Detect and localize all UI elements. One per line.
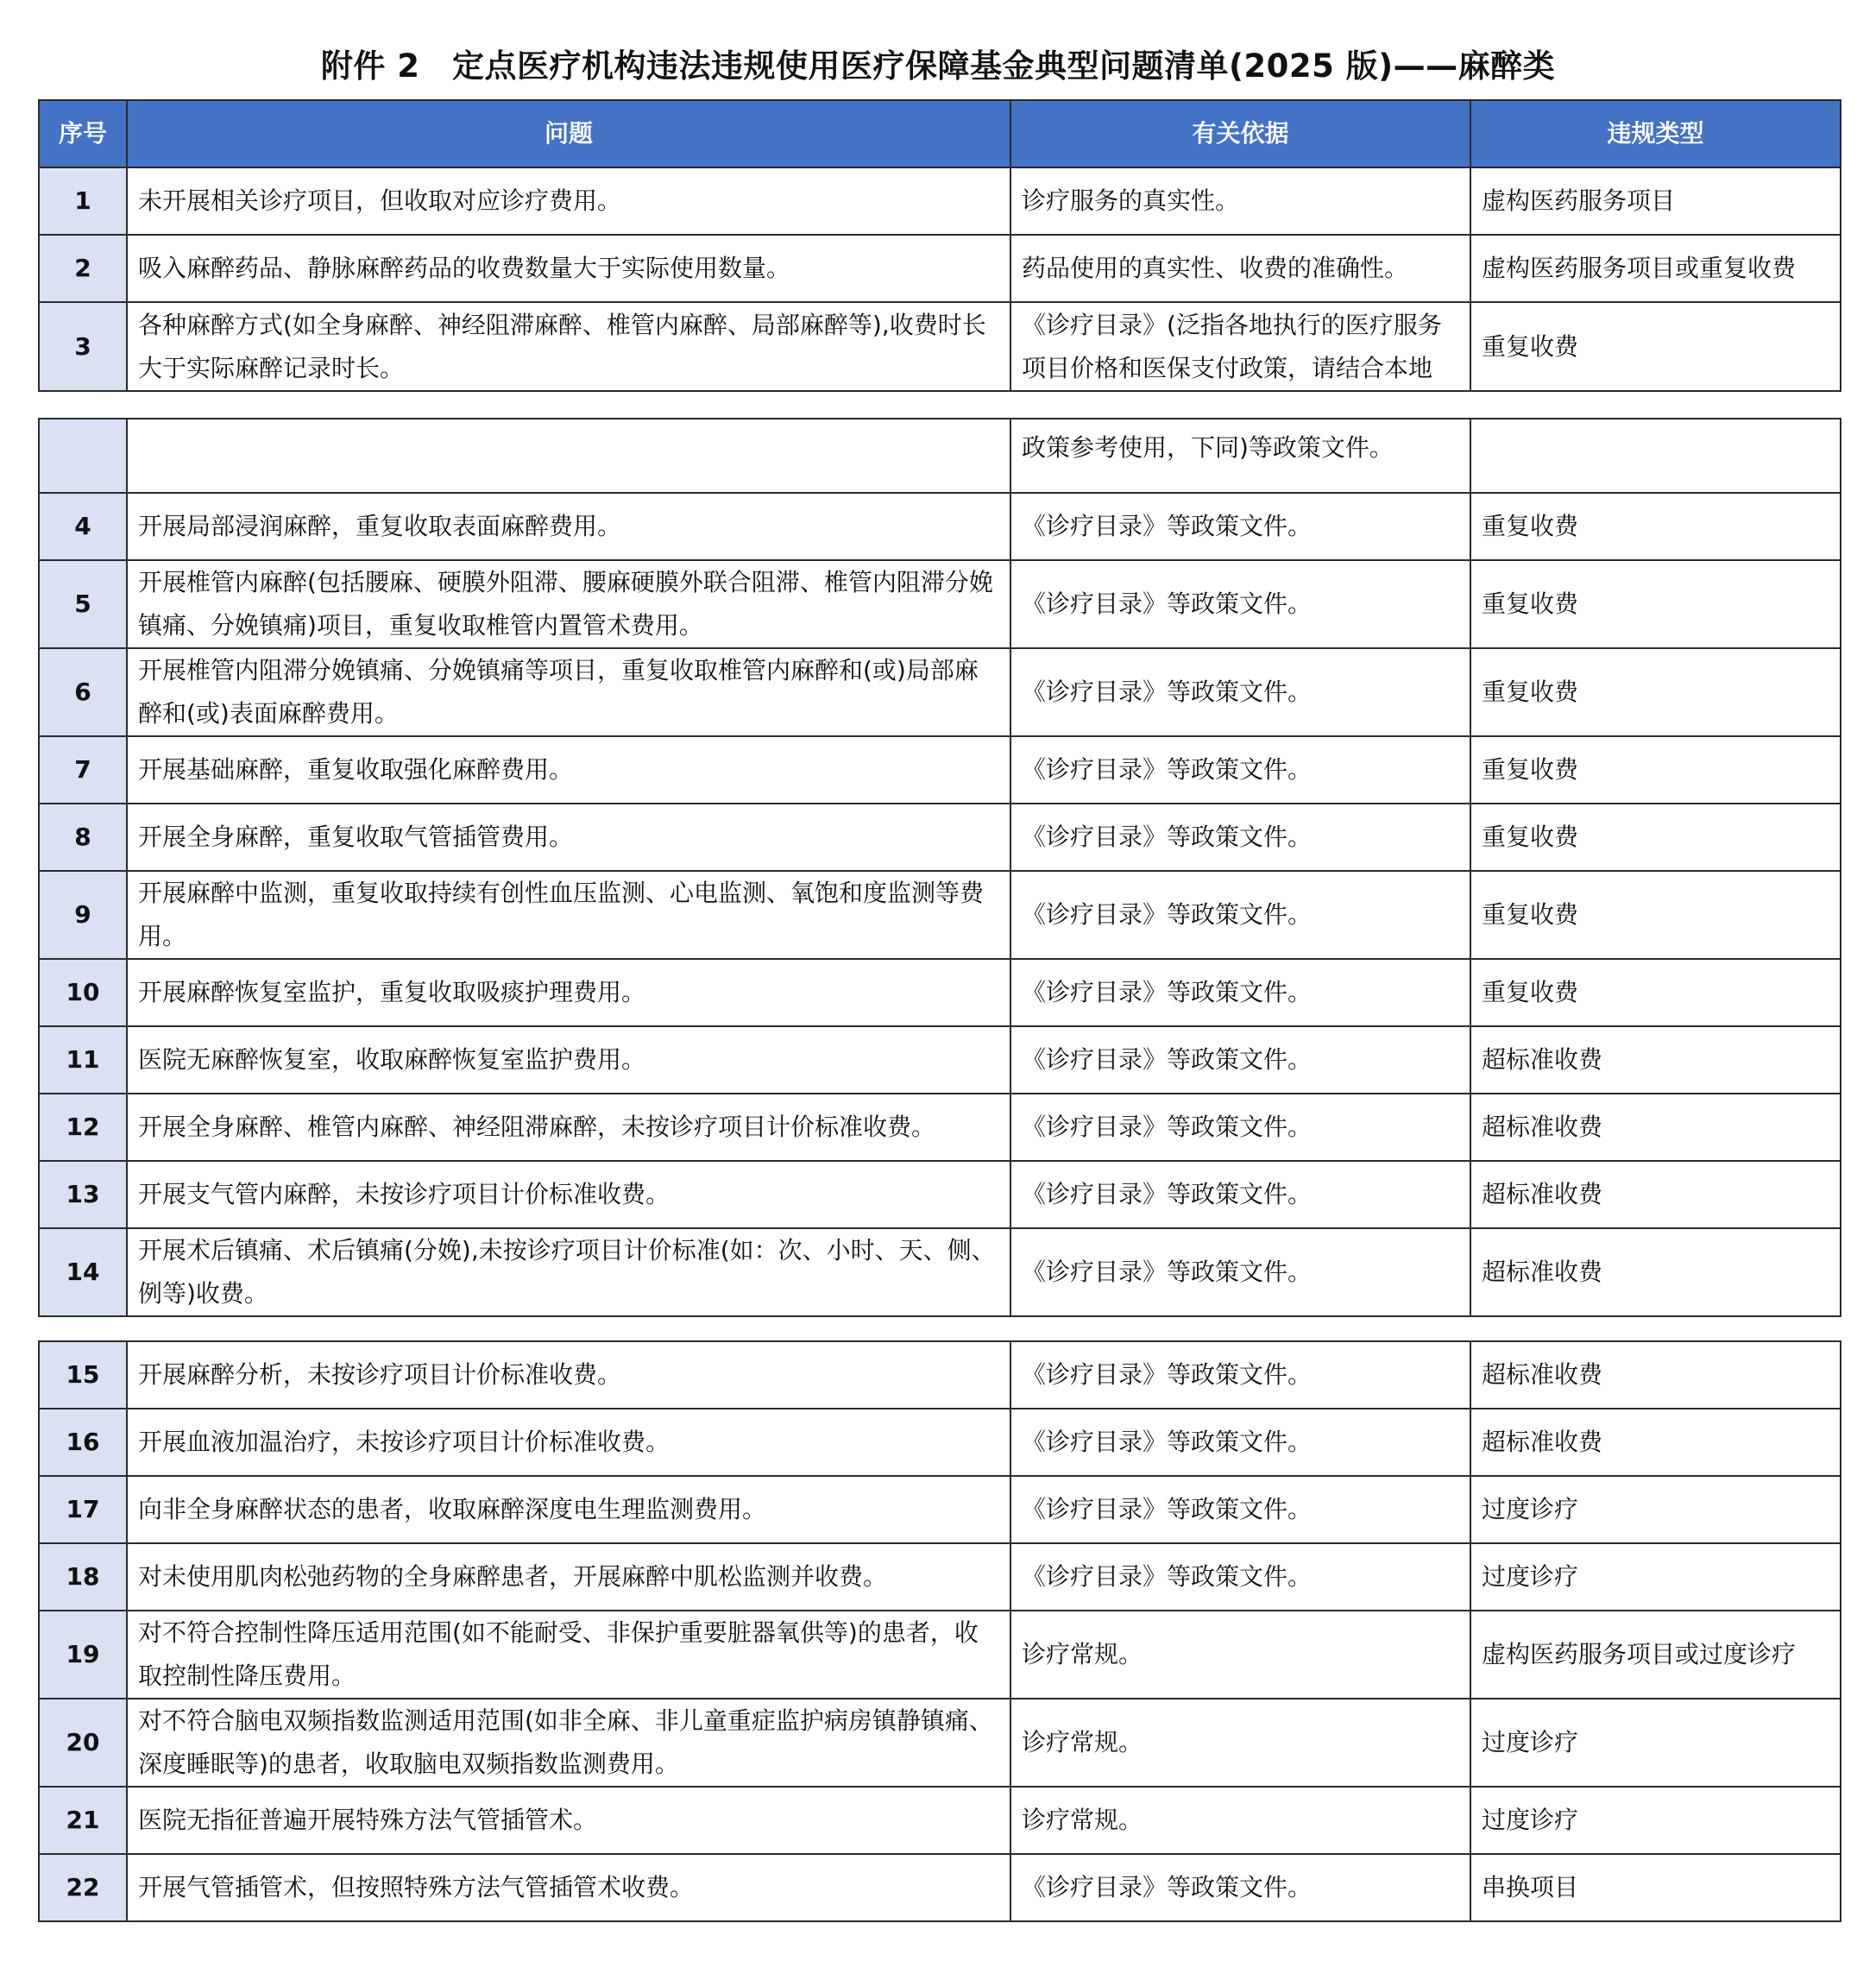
row-type: 超标准收费: [1470, 1409, 1841, 1476]
header-type: 违规类型: [1470, 100, 1841, 167]
table-row: [39, 167, 1841, 235]
row-type: 超标准收费: [1470, 1094, 1841, 1161]
table-row: [39, 1543, 1841, 1611]
row-number: 7: [39, 736, 127, 804]
row-basis: 诊疗常规。: [1010, 1611, 1470, 1699]
table-header-row: [39, 100, 1841, 167]
row-number: 15: [39, 1341, 127, 1409]
row-number: 21: [39, 1787, 127, 1854]
table-row: [39, 871, 1841, 959]
row-type: [1470, 419, 1841, 493]
row-problem: 开展基础麻醉，重复收取强化麻醉费用。: [127, 736, 1010, 804]
row-type: 重复收费: [1470, 736, 1841, 804]
issues-table-part-1: [38, 99, 1841, 392]
table-row: [39, 1094, 1841, 1161]
row-basis: 诊疗常规。: [1010, 1787, 1470, 1854]
row-problem: [127, 419, 1010, 493]
table-row: [39, 493, 1841, 560]
table-row: [39, 302, 1841, 391]
row-problem: 开展麻醉中监测，重复收取持续有创性血压监测、心电监测、氧饱和度监测等费用。: [127, 871, 1010, 959]
row-type: 超标准收费: [1470, 1026, 1841, 1094]
header-problem: 问题: [127, 100, 1010, 167]
row-number: 20: [39, 1699, 127, 1787]
table-row: [39, 1341, 1841, 1409]
row-problem: 开展支气管内麻醉，未按诊疗项目计价标准收费。: [127, 1161, 1010, 1228]
row-basis: 诊疗常规。: [1010, 1699, 1470, 1787]
row-number: 10: [39, 959, 127, 1026]
issues-table-part-3: [38, 1340, 1841, 1922]
row-number: 8: [39, 804, 127, 871]
row-problem: 向非全身麻醉状态的患者，收取麻醉深度电生理监测费用。: [127, 1476, 1010, 1543]
row-basis: 《诊疗目录》等政策文件。: [1010, 1026, 1470, 1094]
row-problem: 开展椎管内麻醉(包括腰麻、硬膜外阻滞、腰麻硬膜外联合阻滞、椎管内阻滞分娩镇痛、分娩镇痛)项目，重复收取椎管内置管术费用。: [127, 560, 1010, 648]
row-number: 17: [39, 1476, 127, 1543]
row-problem: 开展麻醉恢复室监护，重复收取吸痰护理费用。: [127, 959, 1010, 1026]
row-type: 重复收费: [1470, 302, 1841, 391]
table-row: [39, 959, 1841, 1026]
row-problem: 开展气管插管术，但按照特殊方法气管插管术收费。: [127, 1854, 1010, 1921]
row-number: 12: [39, 1094, 127, 1161]
row-number: 6: [39, 648, 127, 736]
row-basis: 《诊疗目录》等政策文件。: [1010, 1228, 1470, 1316]
row-basis: 药品使用的真实性、收费的准确性。: [1010, 235, 1470, 302]
row-number: 3: [39, 302, 127, 391]
row-problem: 各种麻醉方式(如全身麻醉、神经阻滞麻醉、椎管内麻醉、局部麻醉等),收费时长大于实际麻醉记录时长。: [127, 302, 1010, 391]
row-basis: 《诊疗目录》(泛指各地执行的医疗服务项目价格和医保支付政策，请结合本地: [1010, 302, 1470, 391]
row-type: 过度诊疗: [1470, 1787, 1841, 1854]
table-row-continuation: [39, 419, 1841, 493]
row-basis: 《诊疗目录》等政策文件。: [1010, 560, 1470, 648]
row-basis: 《诊疗目录》等政策文件。: [1010, 648, 1470, 736]
table-row: [39, 1787, 1841, 1854]
header-no: 序号: [39, 100, 127, 167]
row-basis: 《诊疗目录》等政策文件。: [1010, 1161, 1470, 1228]
table-row: [39, 560, 1841, 648]
row-basis: 《诊疗目录》等政策文件。: [1010, 1476, 1470, 1543]
row-type: 超标准收费: [1470, 1161, 1841, 1228]
row-number: 9: [39, 871, 127, 959]
row-basis: 《诊疗目录》等政策文件。: [1010, 1854, 1470, 1921]
row-number: 18: [39, 1543, 127, 1611]
row-basis: 《诊疗目录》等政策文件。: [1010, 804, 1470, 871]
table-row: [39, 1476, 1841, 1543]
row-problem: 开展局部浸润麻醉，重复收取表面麻醉费用。: [127, 493, 1010, 560]
row-problem: 医院无麻醉恢复室，收取麻醉恢复室监护费用。: [127, 1026, 1010, 1094]
row-basis: 《诊疗目录》等政策文件。: [1010, 736, 1470, 804]
page-title: 附件 2 定点医疗机构违法违规使用医疗保障基金典型问题清单(2025 版)——麻醉类: [320, 47, 1556, 85]
row-number: 5: [39, 560, 127, 648]
row-number: 11: [39, 1026, 127, 1094]
row-basis: 政策参考使用，下同)等政策文件。: [1010, 419, 1470, 493]
row-problem: 开展全身麻醉，重复收取气管插管费用。: [127, 804, 1010, 871]
row-basis: 《诊疗目录》等政策文件。: [1010, 959, 1470, 1026]
row-number: 22: [39, 1854, 127, 1921]
table-row: [39, 648, 1841, 736]
table-row: [39, 1409, 1841, 1476]
row-type: 重复收费: [1470, 560, 1841, 648]
row-type: 虚构医药服务项目: [1470, 167, 1841, 235]
row-problem: 对不符合控制性降压适用范围(如不能耐受、非保护重要脏器氧供等)的患者，收取控制性降压费用。: [127, 1611, 1010, 1699]
row-basis: 《诊疗目录》等政策文件。: [1010, 1409, 1470, 1476]
issues-table-part-2: [38, 418, 1841, 1317]
table-row: [39, 1161, 1841, 1228]
row-basis: 《诊疗目录》等政策文件。: [1010, 493, 1470, 560]
row-number: 2: [39, 235, 127, 302]
row-type: 重复收费: [1470, 959, 1841, 1026]
table-row: [39, 1228, 1841, 1316]
row-problem: 吸入麻醉药品、静脉麻醉药品的收费数量大于实际使用数量。: [127, 235, 1010, 302]
table-row: [39, 1854, 1841, 1921]
row-type: 过度诊疗: [1470, 1543, 1841, 1611]
table-row: [39, 235, 1841, 302]
row-type: 串换项目: [1470, 1854, 1841, 1921]
row-number: [39, 419, 127, 493]
row-problem: 开展麻醉分析，未按诊疗项目计价标准收费。: [127, 1341, 1010, 1409]
row-number: 4: [39, 493, 127, 560]
row-problem: 对不符合脑电双频指数监测适用范围(如非全麻、非儿童重症监护病房镇静镇痛、深度睡眠等)的患者，收取脑电双频指数监测费用。: [127, 1699, 1010, 1787]
row-type: 超标准收费: [1470, 1228, 1841, 1316]
row-problem: 医院无指征普遍开展特殊方法气管插管术。: [127, 1787, 1010, 1854]
table-row: [39, 736, 1841, 804]
row-number: 16: [39, 1409, 127, 1476]
row-number: 14: [39, 1228, 127, 1316]
row-problem: 开展血液加温治疗，未按诊疗项目计价标准收费。: [127, 1409, 1010, 1476]
row-problem: 未开展相关诊疗项目，但收取对应诊疗费用。: [127, 167, 1010, 235]
table-row: [39, 1026, 1841, 1094]
row-basis: 《诊疗目录》等政策文件。: [1010, 1094, 1470, 1161]
row-type: 超标准收费: [1470, 1341, 1841, 1409]
row-problem: 开展椎管内阻滞分娩镇痛、分娩镇痛等项目，重复收取椎管内麻醉和(或)局部麻醉和(或)表面麻醉费用。: [127, 648, 1010, 736]
row-number: 19: [39, 1611, 127, 1699]
row-basis: 《诊疗目录》等政策文件。: [1010, 1341, 1470, 1409]
row-problem: 对未使用肌肉松弛药物的全身麻醉患者，开展麻醉中肌松监测并收费。: [127, 1543, 1010, 1611]
row-problem: 开展术后镇痛、术后镇痛(分娩),未按诊疗项目计价标准(如：次、小时、天、侧、例等)收费。: [127, 1228, 1010, 1316]
table-row: [39, 1699, 1841, 1787]
row-type: 过度诊疗: [1470, 1476, 1841, 1543]
row-number: 1: [39, 167, 127, 235]
row-type: 虚构医药服务项目或过度诊疗: [1470, 1611, 1841, 1699]
table-row: [39, 804, 1841, 871]
row-problem: 开展全身麻醉、椎管内麻醉、神经阻滞麻醉，未按诊疗项目计价标准收费。: [127, 1094, 1010, 1161]
row-type: 过度诊疗: [1470, 1699, 1841, 1787]
table-row: [39, 1611, 1841, 1699]
row-type: 重复收费: [1470, 871, 1841, 959]
row-basis: 《诊疗目录》等政策文件。: [1010, 1543, 1470, 1611]
row-type: 重复收费: [1470, 648, 1841, 736]
row-basis: 《诊疗目录》等政策文件。: [1010, 871, 1470, 959]
row-type: 重复收费: [1470, 804, 1841, 871]
header-basis: 有关依据: [1010, 100, 1470, 167]
row-number: 13: [39, 1161, 127, 1228]
row-type: 虚构医药服务项目或重复收费: [1470, 235, 1841, 302]
row-type: 重复收费: [1470, 493, 1841, 560]
row-basis: 诊疗服务的真实性。: [1010, 167, 1470, 235]
